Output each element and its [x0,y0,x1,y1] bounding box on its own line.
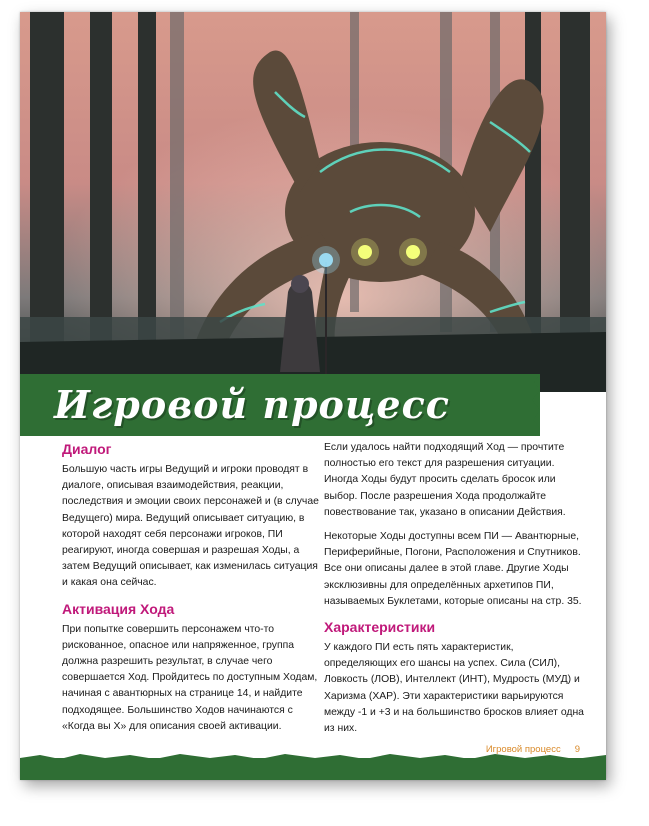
hero-illustration [20,12,606,392]
paragraph: Если удалось найти подходящий Ход — прочтите полностью его текст для разрешения ситуации. Иногда Ходы будут просить сделать бросок или выбор. После разрешения Хода продолжайте повествование так, указано в описании Действия. [324,442,566,518]
left-column [62,440,324,743]
document-page [20,12,606,780]
section-heading-move-activation: Активация Хода [62,600,175,617]
paragraph: При попытке совершить персонажем что-то рискованное, опасное или напряженное, группа должна разрешить результат, в случае чего совершается Ход. Пройдитесь по доступным Ходам, начиная с авантюрных на странице 14, и найдите подходящее. Большинство Ходов начинаются с «Когда вы Х» для описания своей активации. [62,623,318,732]
section-heading-dialog: Диалог [62,441,112,457]
paragraph: У каждого ПИ есть пять характеристик, определяющих его шансы на успех. Сила (СИЛ), Ловкость (ЛОВ), Интеллект (ИНТ), Мудрость (МУД) и Харизма (ХАР). Эти характеристики варьируются между -1 и +3 и на большинство бросков влияет одна из них. [324,642,584,735]
chapter-title: Игровой процесс [54,382,450,427]
section-heading-characteristics: Характеристики [324,619,436,636]
chapter-title-banner [20,374,540,436]
right-column [324,440,586,745]
running-footer-section: Игровой процесс [485,744,561,755]
footer-band [20,758,606,780]
paragraph: Некоторые Ходы доступны всем ПИ — Авантюрные, Периферийные, Погони, Расположения и Спутников. Все они описаны далее в этой главе. Другие Ходы эксклюзивны для определённых архетипов ПИ, называемых Буклетами, которые описаны на стр. 35. [324,531,582,607]
paragraph: Большую часть игры Ведущий и игроки проводят в диалоге, описывая взаимодействия, реакции, последствия и эмоции своих персонажей и (в случае Ведущего) мира. Ведущий описывает ситуацию, в которой находят себя персонажи игроков, ПИ реагируют, иногда совершая и разрешая Ходы, а затем Ведущий описывает, как изменилась ситуация и какая она сейчас. [62,464,319,589]
page-number: 9 [574,744,580,755]
